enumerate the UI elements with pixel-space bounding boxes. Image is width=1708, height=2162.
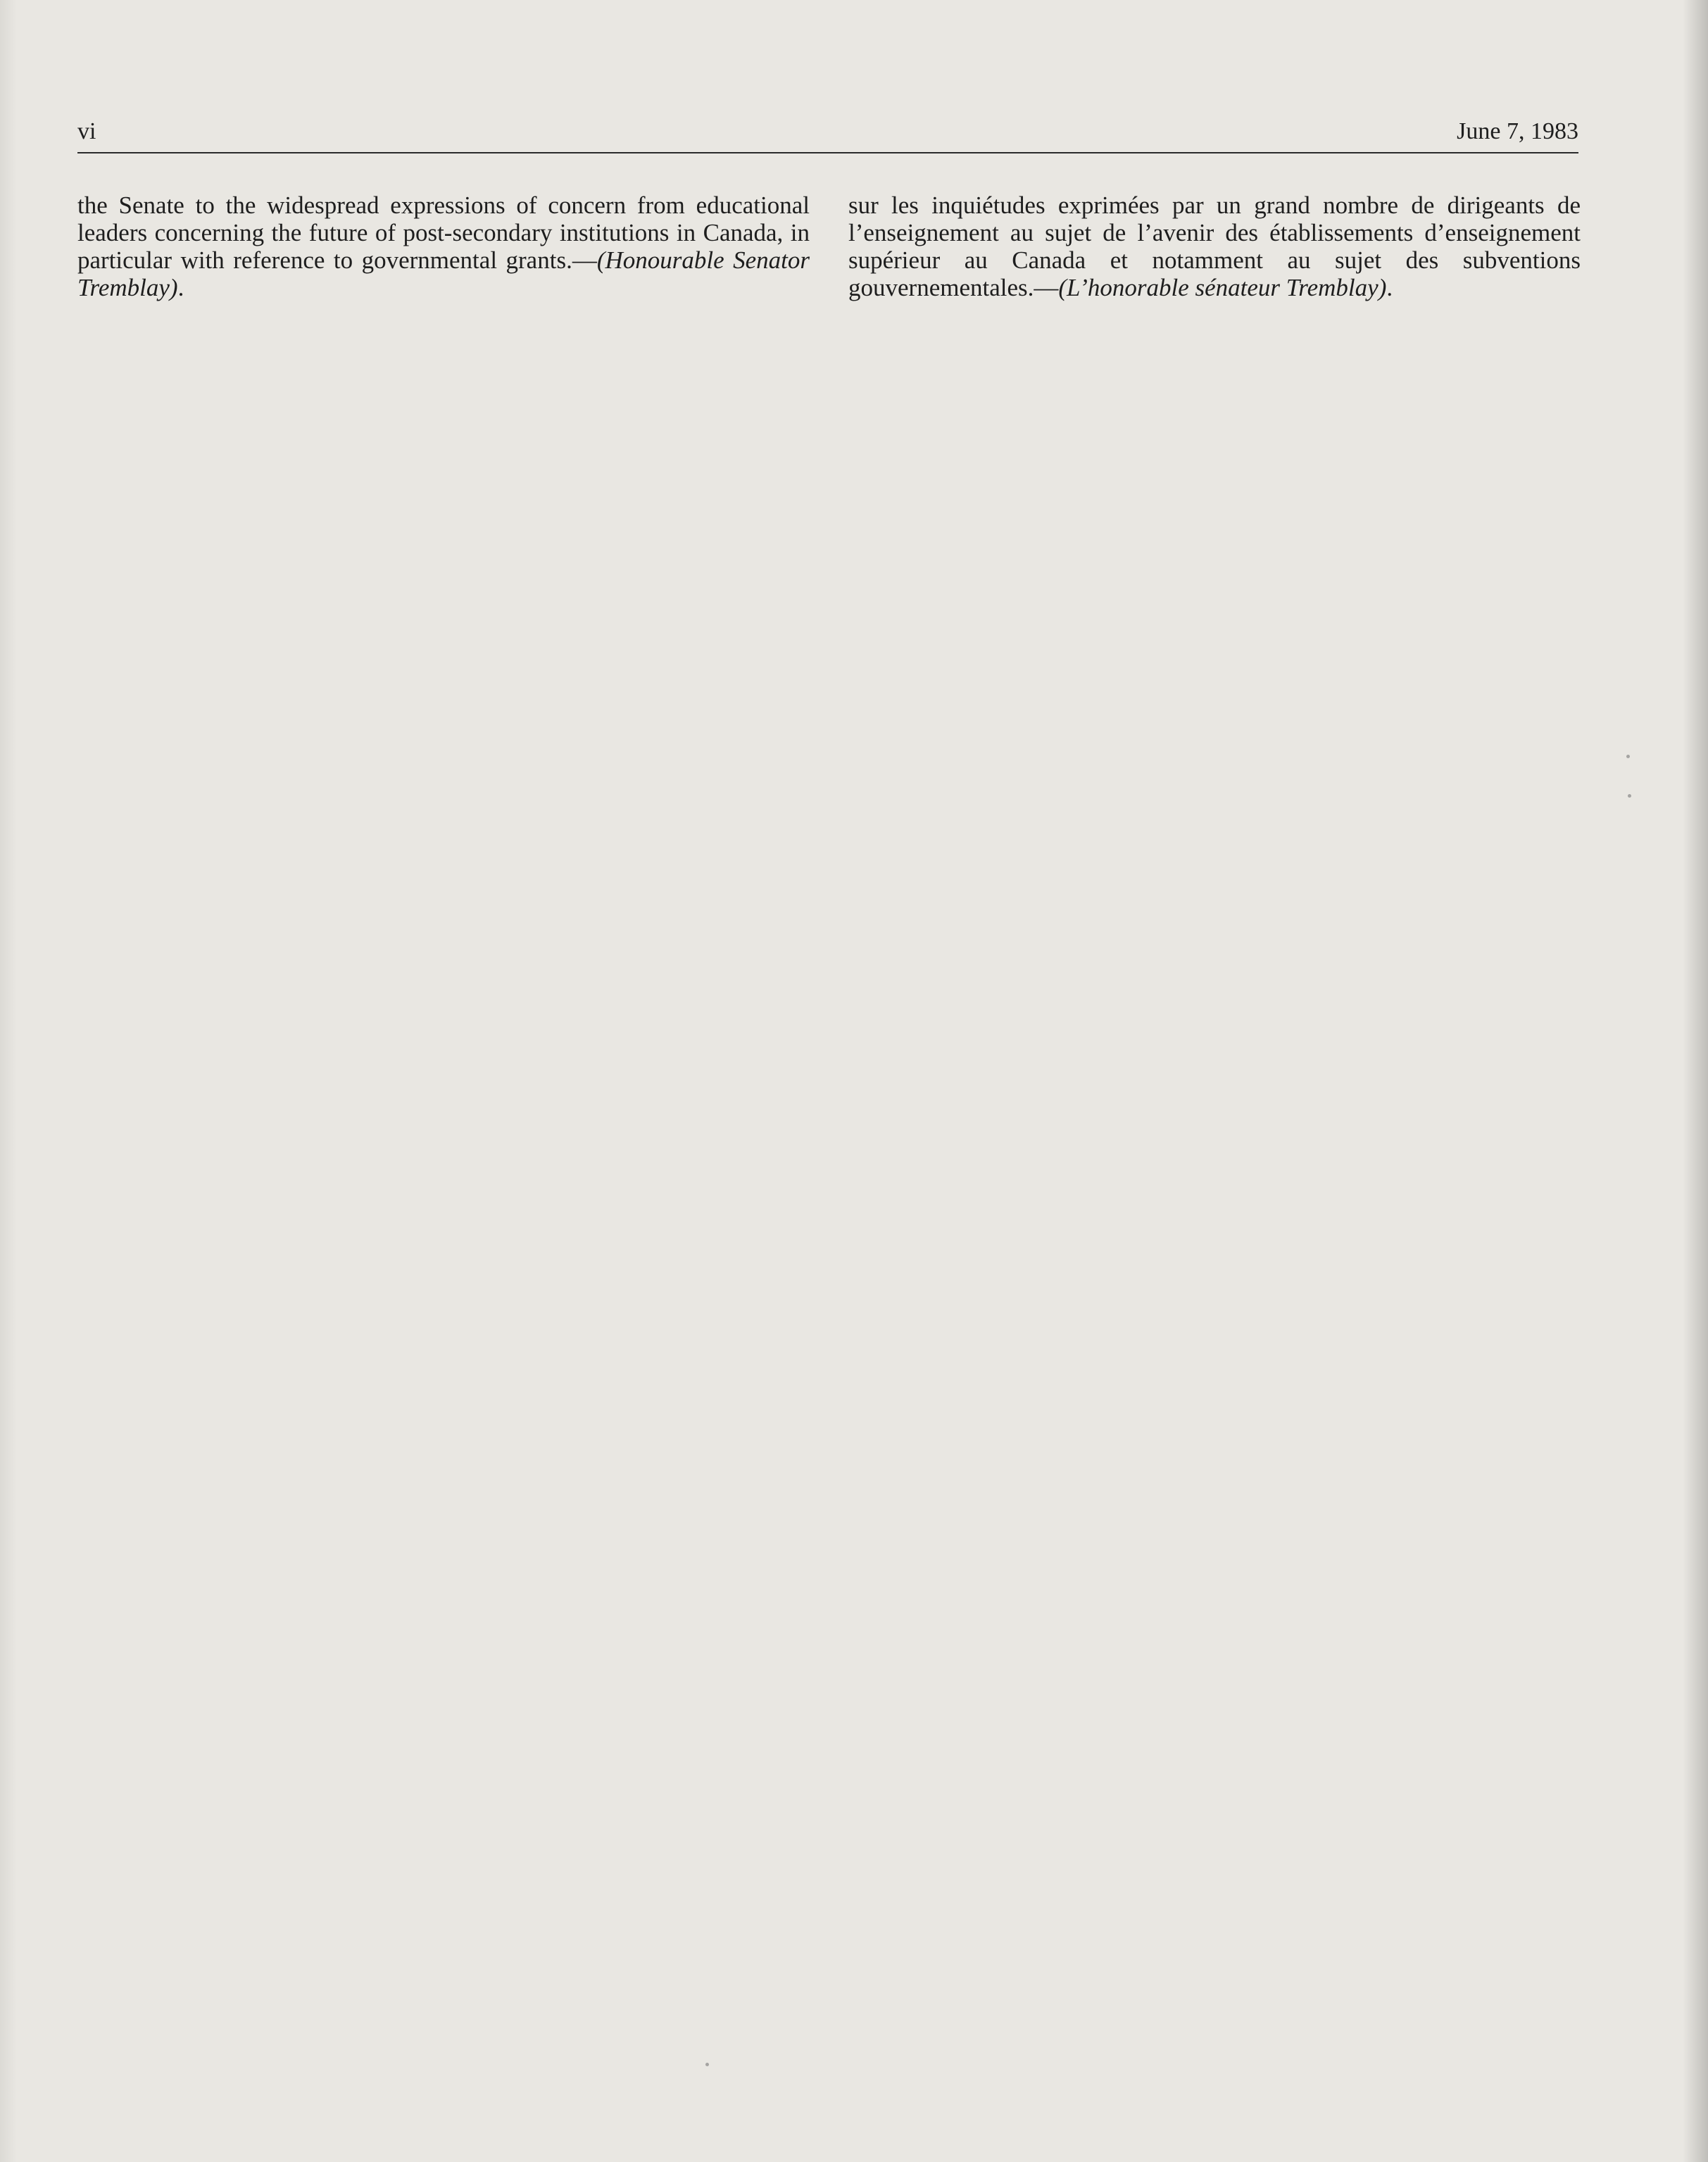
french-paragraph	[848, 191, 1581, 301]
english-attribution: (Honourable Senator Tremblay)	[77, 246, 810, 301]
page-number: vi	[77, 118, 96, 144]
french-end: .	[1386, 274, 1393, 301]
english-end: .	[177, 274, 184, 301]
english-text: the Senate to the widespread expressions of concern from educational leaders concerning the future of post-secondary institutions in Canada, in particular with reference to governmental grants.—	[77, 191, 810, 274]
running-head	[77, 118, 1578, 153]
scan-speck	[1628, 794, 1631, 798]
scan-speck	[705, 2063, 709, 2066]
page-right-edge	[1683, 0, 1708, 2162]
french-attribution: (L’honorable sénateur Tremblay)	[1058, 274, 1387, 301]
english-paragraph	[77, 191, 810, 301]
scan-speck	[1626, 755, 1630, 758]
page-left-edge	[0, 0, 17, 2162]
page-date: June 7, 1983	[1457, 118, 1578, 144]
english-column	[77, 191, 810, 301]
header-rule	[77, 152, 1578, 153]
french-column	[848, 191, 1581, 301]
french-text: sur les inquiétudes exprimées par un grand nombre de dirigeants de l’enseignement au sujet de l’avenir des établissements d’enseignement supérieur au Canada et notamment au sujet des subventions gouvernementales.—	[848, 191, 1581, 301]
